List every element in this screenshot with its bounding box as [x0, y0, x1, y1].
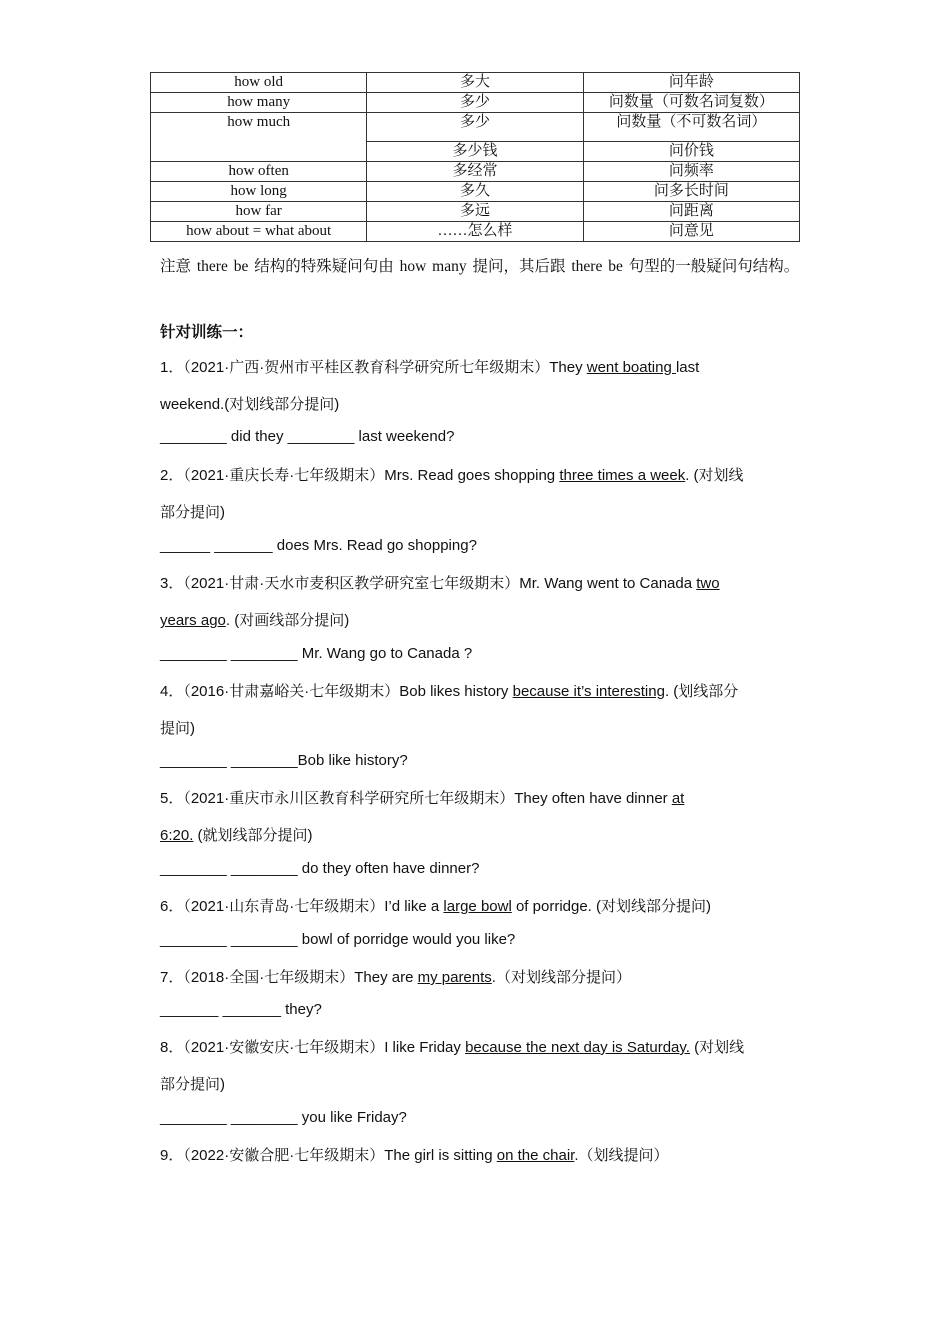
- question-5-line: [160, 787, 684, 808]
- table-cell: 多久: [367, 182, 583, 202]
- table-cell: how much: [151, 113, 367, 162]
- question-source: （2021·重庆长寿·七年级期末）: [183, 467, 385, 484]
- table-cell: 问多长时间: [583, 182, 799, 202]
- table-cell: 多远: [367, 202, 583, 222]
- question-7-answer[interactable]: _______ _______ they?: [160, 1001, 322, 1018]
- question-source: （2021·广西·贺州市平桂区教育科学研究所七年级期末）: [183, 359, 550, 376]
- question-number: 1．: [160, 359, 184, 376]
- underlined-part: because it’s interesting: [512, 683, 665, 700]
- table-cell: 问意见: [583, 222, 799, 242]
- question-text: They often have dinner: [514, 790, 672, 807]
- table-cell: how often: [151, 162, 367, 182]
- question-text: . (划线部分: [664, 683, 739, 700]
- table-cell: 问价钱: [583, 142, 799, 162]
- table-cell: ……怎么样: [367, 222, 583, 242]
- underlined-part: went boating: [586, 359, 676, 376]
- question-number: 2．: [160, 467, 184, 484]
- table-cell: 问年龄: [583, 73, 799, 93]
- question-3-line: [160, 572, 720, 593]
- question-text: Mr. Wang went to Canada: [519, 575, 697, 592]
- question-4-answer[interactable]: ________ ________Bob like history?: [160, 752, 408, 769]
- question-7-line: [160, 966, 631, 987]
- question-6-answer[interactable]: ________ ________ bowl of porridge would you like?: [160, 931, 516, 948]
- question-6-line: [160, 895, 711, 916]
- question-word-table: [150, 72, 800, 242]
- underlined-part: at: [671, 790, 685, 807]
- question-text: 部分提问): [160, 504, 225, 521]
- table-row: [151, 73, 800, 93]
- question-source: （2021·山东青岛·七年级期末）: [183, 898, 385, 915]
- grammar-note: 注意 there be 结构的特殊疑问句由 how many 提问，其后跟 there be 句型的一般疑问句结构。: [160, 258, 800, 275]
- question-1-line: [160, 356, 699, 377]
- table-cell: 问数量（可数名词复数）: [583, 93, 799, 113]
- table-cell: 多大: [367, 73, 583, 93]
- table-row: [151, 222, 800, 242]
- question-text: .（对划线部分提问）: [491, 969, 631, 986]
- question-3-line2: [160, 609, 349, 630]
- underlined-part: on the chair: [496, 1147, 575, 1164]
- question-4-line: [160, 680, 738, 701]
- question-2-answer[interactable]: ______ _______ does Mrs. Read go shopping?: [160, 537, 477, 554]
- table-cell: 多少: [367, 113, 583, 142]
- table-cell: 问频率: [583, 162, 799, 182]
- table-cell: 问数量（不可数名词）: [583, 113, 799, 142]
- question-text: 提问): [160, 720, 195, 737]
- question-number: 9．: [160, 1147, 184, 1164]
- table-cell: 多少钱: [367, 142, 583, 162]
- question-source: （2022·安徽合肥·七年级期末）: [183, 1147, 385, 1164]
- question-source: （2021·安徽安庆·七年级期末）: [183, 1039, 385, 1056]
- question-8-answer[interactable]: ________ ________ you like Friday?: [160, 1109, 407, 1126]
- question-8-line2: [160, 1073, 225, 1094]
- question-text: of porridge. (对划线部分提问): [511, 898, 712, 915]
- question-text: . (对画线部分提问): [225, 612, 350, 629]
- underlined-part: years ago: [160, 612, 226, 629]
- table-cell: 多经常: [367, 162, 583, 182]
- table-row: [151, 93, 800, 113]
- question-text: weekend.(对划线部分提问): [160, 396, 340, 413]
- question-text: I’d like a: [384, 898, 444, 915]
- question-text: (对划线: [689, 1039, 745, 1056]
- question-2-line: [160, 464, 744, 485]
- question-8-line: [160, 1036, 744, 1057]
- question-text: Mrs. Read goes shopping: [384, 467, 560, 484]
- question-4-line2: [160, 717, 195, 738]
- question-9-line: [160, 1144, 669, 1165]
- table-row: [151, 162, 800, 182]
- question-text: They are: [354, 969, 418, 986]
- question-text: .（划线提问）: [574, 1147, 669, 1164]
- underlined-part: because the next day is Saturday.: [465, 1039, 690, 1056]
- underlined-part: two: [696, 575, 720, 592]
- question-text: 部分提问): [160, 1076, 225, 1093]
- question-source: （2018·全国·七年级期末）: [183, 969, 355, 986]
- question-source: （2016·甘肃嘉峪关·七年级期末）: [183, 683, 400, 700]
- table-row: [151, 202, 800, 222]
- question-text: (就划线部分提问): [193, 827, 313, 844]
- question-5-line2: [160, 824, 313, 845]
- underlined-part: my parents: [417, 969, 492, 986]
- question-3-answer[interactable]: ________ ________ Mr. Wang go to Canada ?: [160, 645, 473, 662]
- question-number: 5．: [160, 790, 184, 807]
- question-text: last: [675, 359, 700, 376]
- table-cell: how old: [151, 73, 367, 93]
- table-cell: how many: [151, 93, 367, 113]
- question-text: The girl is sitting: [384, 1147, 497, 1164]
- table-cell: 多少: [367, 93, 583, 113]
- question-1-answer[interactable]: ________ did they ________ last weekend?: [160, 428, 455, 445]
- question-text: Bob likes history: [399, 683, 513, 700]
- table-cell: how about = what about: [151, 222, 367, 242]
- question-text: They: [549, 359, 587, 376]
- table-cell: 问距离: [583, 202, 799, 222]
- question-5-answer[interactable]: ________ ________ do they often have dinner?: [160, 860, 480, 877]
- question-source: （2021·甘肃·天水市麦积区教学研究室七年级期末）: [183, 575, 520, 592]
- question-1-line2: [160, 393, 339, 414]
- question-source: （2021·重庆市永川区教育科学研究所七年级期末）: [183, 790, 515, 807]
- question-number: 3．: [160, 575, 184, 592]
- question-text: . (对划线: [685, 467, 744, 484]
- question-2-line2: [160, 501, 225, 522]
- underlined-part: three times a week: [559, 467, 686, 484]
- question-number: 8．: [160, 1039, 184, 1056]
- table-row: [151, 113, 800, 142]
- table-cell: how long: [151, 182, 367, 202]
- question-text: I like Friday: [384, 1039, 466, 1056]
- question-number: 6．: [160, 898, 184, 915]
- table-cell: how far: [151, 202, 367, 222]
- question-number: 4．: [160, 683, 184, 700]
- underlined-part: large bowl: [443, 898, 512, 915]
- section-heading: 针对训练一：: [160, 324, 254, 341]
- table-row: [151, 182, 800, 202]
- underlined-part: 6:20.: [160, 827, 194, 844]
- question-number: 7．: [160, 969, 184, 986]
